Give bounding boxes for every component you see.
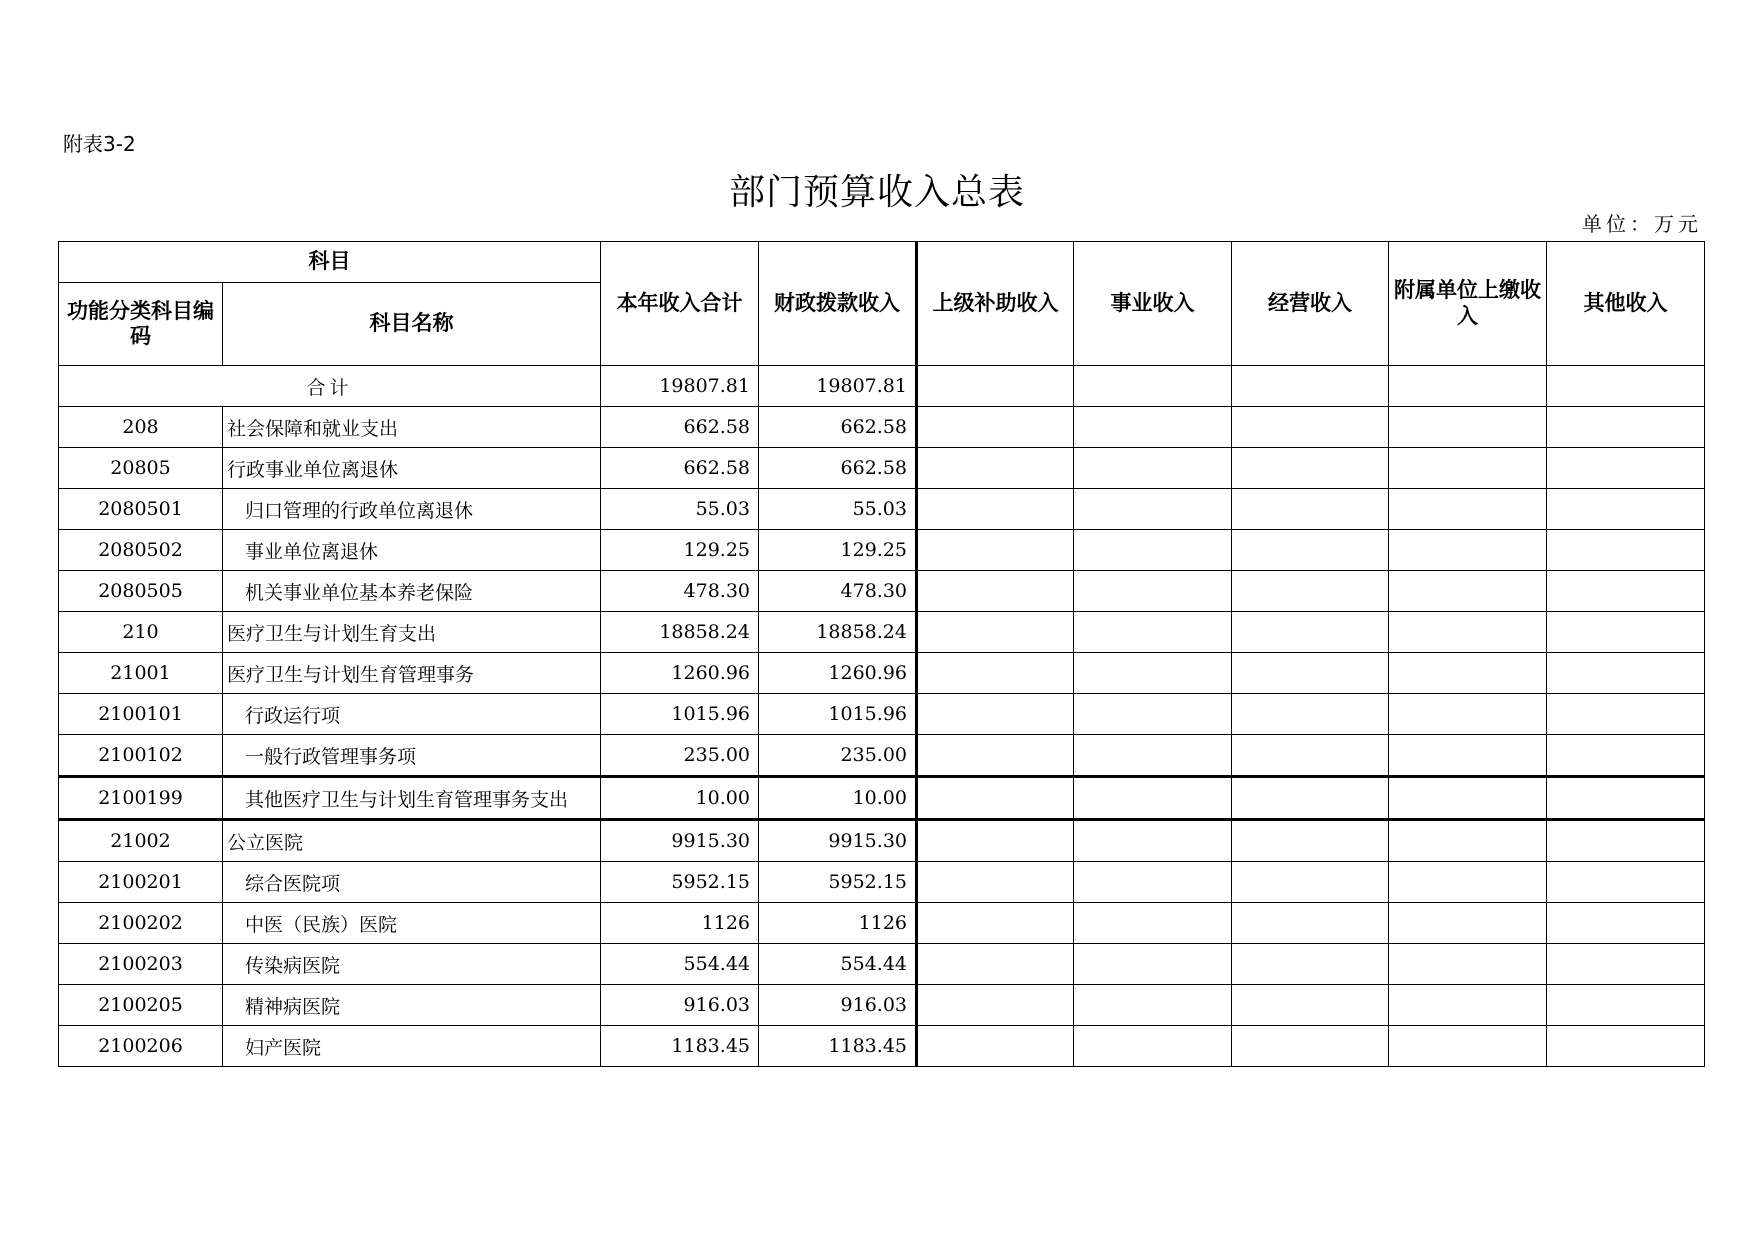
row-name: 一般行政管理事务项 bbox=[223, 735, 601, 777]
row-operating-income bbox=[1232, 820, 1389, 862]
row-fiscal-income: 1126 bbox=[759, 903, 917, 944]
row-total-income: 55.03 bbox=[601, 489, 759, 530]
name-header: 科目名称 bbox=[223, 283, 601, 366]
row-fiscal-income: 55.03 bbox=[759, 489, 917, 530]
row-superior-subsidy bbox=[917, 489, 1074, 530]
row-code: 2080505 bbox=[59, 571, 223, 612]
row-total-income: 5952.15 bbox=[601, 862, 759, 903]
row-fiscal-income: 1015.96 bbox=[759, 694, 917, 735]
row-superior-subsidy bbox=[917, 862, 1074, 903]
table-row bbox=[59, 903, 1705, 944]
row-name: 行政事业单位离退休 bbox=[223, 448, 601, 489]
row-code: 2100201 bbox=[59, 862, 223, 903]
row-affiliate-income bbox=[1389, 903, 1547, 944]
row-superior-subsidy bbox=[917, 944, 1074, 985]
row-code: 21001 bbox=[59, 653, 223, 694]
budget-income-table bbox=[58, 241, 1705, 1067]
row-total-income: 662.58 bbox=[601, 407, 759, 448]
row-business-income bbox=[1074, 530, 1232, 571]
row-code: 21002 bbox=[59, 820, 223, 862]
row-fiscal-income: 129.25 bbox=[759, 530, 917, 571]
row-name: 机关事业单位基本养老保险 bbox=[223, 571, 601, 612]
row-business-income bbox=[1074, 407, 1232, 448]
row-code: 2080501 bbox=[59, 489, 223, 530]
row-operating-income bbox=[1232, 985, 1389, 1026]
row-fiscal-income: 18858.24 bbox=[759, 612, 917, 653]
row-affiliate-income bbox=[1389, 735, 1547, 777]
row-other-income bbox=[1547, 862, 1705, 903]
subject-group-header: 科目 bbox=[59, 242, 601, 283]
row-total-income: 10.00 bbox=[601, 777, 759, 820]
row-name: 妇产医院 bbox=[223, 1026, 601, 1067]
row-code: 2080502 bbox=[59, 530, 223, 571]
row-fiscal-income: 478.30 bbox=[759, 571, 917, 612]
table-row bbox=[59, 735, 1705, 777]
row-code: 2100101 bbox=[59, 694, 223, 735]
total-business-income bbox=[1074, 366, 1232, 407]
row-business-income bbox=[1074, 1026, 1232, 1067]
row-superior-subsidy bbox=[917, 735, 1074, 777]
row-other-income bbox=[1547, 735, 1705, 777]
code-header: 功能分类科目编码 bbox=[59, 283, 223, 366]
table-row bbox=[59, 820, 1705, 862]
row-operating-income bbox=[1232, 407, 1389, 448]
row-superior-subsidy bbox=[917, 612, 1074, 653]
row-affiliate-income bbox=[1389, 448, 1547, 489]
business-income-header: 事业收入 bbox=[1074, 242, 1232, 366]
row-affiliate-income bbox=[1389, 407, 1547, 448]
total-fiscal-income: 19807.81 bbox=[759, 366, 917, 407]
row-name: 中医（民族）医院 bbox=[223, 903, 601, 944]
row-total-income: 662.58 bbox=[601, 448, 759, 489]
row-other-income bbox=[1547, 944, 1705, 985]
table-row bbox=[59, 985, 1705, 1026]
table-row bbox=[59, 489, 1705, 530]
row-name: 医疗卫生与计划生育支出 bbox=[223, 612, 601, 653]
affiliate-income-header: 附属单位上缴收入 bbox=[1389, 242, 1547, 366]
row-total-income: 554.44 bbox=[601, 944, 759, 985]
row-fiscal-income: 916.03 bbox=[759, 985, 917, 1026]
row-other-income bbox=[1547, 820, 1705, 862]
row-other-income bbox=[1547, 694, 1705, 735]
row-name: 社会保障和就业支出 bbox=[223, 407, 601, 448]
header-row-1 bbox=[59, 242, 1705, 283]
row-superior-subsidy bbox=[917, 985, 1074, 1026]
row-superior-subsidy bbox=[917, 820, 1074, 862]
row-fiscal-income: 235.00 bbox=[759, 735, 917, 777]
operating-income-header: 经营收入 bbox=[1232, 242, 1389, 366]
total-income-header: 本年收入合计 bbox=[601, 242, 759, 366]
table-row bbox=[59, 448, 1705, 489]
row-business-income bbox=[1074, 612, 1232, 653]
row-fiscal-income: 10.00 bbox=[759, 777, 917, 820]
row-operating-income bbox=[1232, 571, 1389, 612]
row-business-income bbox=[1074, 985, 1232, 1026]
row-total-income: 478.30 bbox=[601, 571, 759, 612]
row-affiliate-income bbox=[1389, 530, 1547, 571]
row-total-income: 1015.96 bbox=[601, 694, 759, 735]
row-code: 2100199 bbox=[59, 777, 223, 820]
table-row bbox=[59, 862, 1705, 903]
table-row bbox=[59, 407, 1705, 448]
row-code: 2100206 bbox=[59, 1026, 223, 1067]
row-operating-income bbox=[1232, 653, 1389, 694]
table-row bbox=[59, 944, 1705, 985]
total-affiliate-income bbox=[1389, 366, 1547, 407]
row-fiscal-income: 5952.15 bbox=[759, 862, 917, 903]
row-fiscal-income: 1183.45 bbox=[759, 1026, 917, 1067]
row-superior-subsidy bbox=[917, 694, 1074, 735]
row-operating-income bbox=[1232, 1026, 1389, 1067]
row-affiliate-income bbox=[1389, 820, 1547, 862]
row-name: 行政运行项 bbox=[223, 694, 601, 735]
row-superior-subsidy bbox=[917, 653, 1074, 694]
row-fiscal-income: 662.58 bbox=[759, 407, 917, 448]
row-other-income bbox=[1547, 653, 1705, 694]
row-code: 2100202 bbox=[59, 903, 223, 944]
row-name: 医疗卫生与计划生育管理事务 bbox=[223, 653, 601, 694]
row-business-income bbox=[1074, 694, 1232, 735]
row-business-income bbox=[1074, 777, 1232, 820]
row-affiliate-income bbox=[1389, 1026, 1547, 1067]
row-superior-subsidy bbox=[917, 1026, 1074, 1067]
row-other-income bbox=[1547, 530, 1705, 571]
row-affiliate-income bbox=[1389, 571, 1547, 612]
row-name: 其他医疗卫生与计划生育管理事务支出 bbox=[223, 777, 601, 820]
row-other-income bbox=[1547, 612, 1705, 653]
row-operating-income bbox=[1232, 735, 1389, 777]
row-total-income: 1183.45 bbox=[601, 1026, 759, 1067]
row-fiscal-income: 9915.30 bbox=[759, 820, 917, 862]
total-total-income: 19807.81 bbox=[601, 366, 759, 407]
row-other-income bbox=[1547, 489, 1705, 530]
row-business-income bbox=[1074, 862, 1232, 903]
row-total-income: 1260.96 bbox=[601, 653, 759, 694]
row-other-income bbox=[1547, 407, 1705, 448]
table-row bbox=[59, 530, 1705, 571]
row-total-income: 9915.30 bbox=[601, 820, 759, 862]
row-operating-income bbox=[1232, 944, 1389, 985]
row-name: 归口管理的行政单位离退休 bbox=[223, 489, 601, 530]
fiscal-income-header: 财政拨款收入 bbox=[759, 242, 917, 366]
row-business-income bbox=[1074, 944, 1232, 985]
unit-label: 单位：万元 bbox=[1582, 212, 1702, 236]
row-superior-subsidy bbox=[917, 407, 1074, 448]
row-operating-income bbox=[1232, 862, 1389, 903]
total-row bbox=[59, 366, 1705, 407]
row-operating-income bbox=[1232, 694, 1389, 735]
row-affiliate-income bbox=[1389, 777, 1547, 820]
row-other-income bbox=[1547, 1026, 1705, 1067]
row-total-income: 129.25 bbox=[601, 530, 759, 571]
row-operating-income bbox=[1232, 612, 1389, 653]
table-row bbox=[59, 1026, 1705, 1067]
row-total-income: 18858.24 bbox=[601, 612, 759, 653]
row-affiliate-income bbox=[1389, 862, 1547, 903]
row-code: 208 bbox=[59, 407, 223, 448]
row-affiliate-income bbox=[1389, 653, 1547, 694]
row-total-income: 1126 bbox=[601, 903, 759, 944]
row-other-income bbox=[1547, 903, 1705, 944]
row-other-income bbox=[1547, 448, 1705, 489]
table-row bbox=[59, 612, 1705, 653]
row-operating-income bbox=[1232, 903, 1389, 944]
table-row bbox=[59, 777, 1705, 820]
row-fiscal-income: 662.58 bbox=[759, 448, 917, 489]
row-superior-subsidy bbox=[917, 777, 1074, 820]
row-code: 2100203 bbox=[59, 944, 223, 985]
table-row bbox=[59, 694, 1705, 735]
total-label: 合计 bbox=[59, 366, 601, 407]
row-business-income bbox=[1074, 489, 1232, 530]
row-business-income bbox=[1074, 653, 1232, 694]
annex-label: 附表3-2 bbox=[63, 132, 136, 156]
row-superior-subsidy bbox=[917, 903, 1074, 944]
row-name: 事业单位离退休 bbox=[223, 530, 601, 571]
row-other-income bbox=[1547, 985, 1705, 1026]
row-name: 公立医院 bbox=[223, 820, 601, 862]
row-operating-income bbox=[1232, 777, 1389, 820]
row-affiliate-income bbox=[1389, 489, 1547, 530]
row-superior-subsidy bbox=[917, 448, 1074, 489]
other-income-header: 其他收入 bbox=[1547, 242, 1705, 366]
row-affiliate-income bbox=[1389, 944, 1547, 985]
table-row bbox=[59, 571, 1705, 612]
row-business-income bbox=[1074, 903, 1232, 944]
page-title: 部门预算收入总表 bbox=[728, 172, 1025, 213]
row-other-income bbox=[1547, 777, 1705, 820]
row-operating-income bbox=[1232, 530, 1389, 571]
total-operating-income bbox=[1232, 366, 1389, 407]
row-name: 精神病医院 bbox=[223, 985, 601, 1026]
row-business-income bbox=[1074, 735, 1232, 777]
row-code: 2100102 bbox=[59, 735, 223, 777]
row-other-income bbox=[1547, 571, 1705, 612]
row-business-income bbox=[1074, 448, 1232, 489]
total-superior-subsidy bbox=[917, 366, 1074, 407]
table-row bbox=[59, 653, 1705, 694]
row-operating-income bbox=[1232, 489, 1389, 530]
row-name: 综合医院项 bbox=[223, 862, 601, 903]
row-superior-subsidy bbox=[917, 571, 1074, 612]
row-superior-subsidy bbox=[917, 530, 1074, 571]
row-business-income bbox=[1074, 820, 1232, 862]
row-affiliate-income bbox=[1389, 694, 1547, 735]
row-code: 2100205 bbox=[59, 985, 223, 1026]
row-fiscal-income: 554.44 bbox=[759, 944, 917, 985]
row-total-income: 235.00 bbox=[601, 735, 759, 777]
row-total-income: 916.03 bbox=[601, 985, 759, 1026]
row-code: 210 bbox=[59, 612, 223, 653]
row-name: 传染病医院 bbox=[223, 944, 601, 985]
row-operating-income bbox=[1232, 448, 1389, 489]
row-affiliate-income bbox=[1389, 985, 1547, 1026]
row-code: 20805 bbox=[59, 448, 223, 489]
row-business-income bbox=[1074, 571, 1232, 612]
row-fiscal-income: 1260.96 bbox=[759, 653, 917, 694]
total-other-income bbox=[1547, 366, 1705, 407]
superior-subsidy-header: 上级补助收入 bbox=[917, 242, 1074, 366]
row-affiliate-income bbox=[1389, 612, 1547, 653]
